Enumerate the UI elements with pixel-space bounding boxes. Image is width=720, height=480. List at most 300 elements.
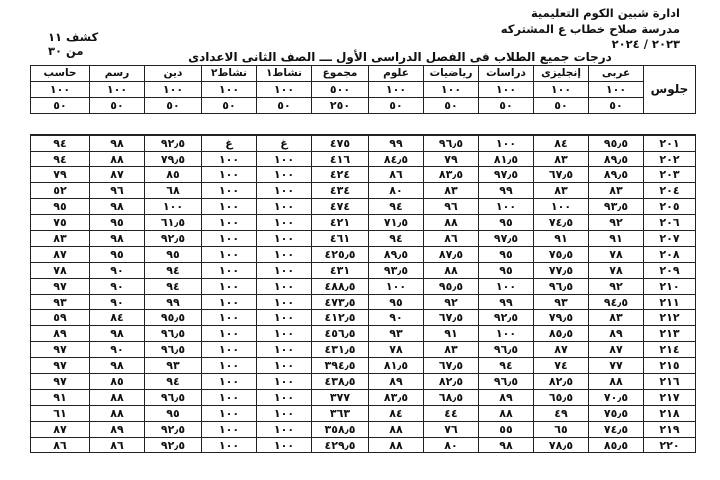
grade-cell: ١٠٠ [202,215,257,231]
grade-cell: ٩٧ [31,374,90,390]
grade-cell: ٦١٫٥ [145,215,202,231]
grade-cell: ٧٩ [424,151,479,167]
grade-cell: ١٠٠ [202,294,257,310]
seat-number-cell: ٢١٧ [644,389,696,405]
grade-cell: ٤٨٨٫٥ [312,278,369,294]
grade-cell: ١٠٠ [202,421,257,437]
table-row [31,215,696,231]
seat-number-cell: ٢١١ [644,294,696,310]
grade-cell: ٩٥ [31,199,90,215]
table-row [31,278,696,294]
grade-cell: ٧٩٫٥ [534,310,589,326]
grade-cell: ٣٧٧ [312,389,369,405]
grade-cell: ٦٨ [145,183,202,199]
grade-cell: ٤٧٥ [312,135,369,151]
grade-cell: ٨٣٫٥ [369,389,424,405]
grade-cell: ٨٨ [589,374,644,390]
seat-number-cell: ٢١٥ [644,358,696,374]
header-row-min [31,97,696,113]
grade-cell: ٩٦٫٥ [479,342,534,358]
grade-cell: ٤٢١ [312,215,369,231]
grade-cell: ٩٢ [589,215,644,231]
seat-number-cell: ٢٠٤ [644,183,696,199]
grade-cell: ٨٢٫٥ [534,374,589,390]
grade-cell: ٣٥٨٫٥ [312,421,369,437]
column-header: نشاط٢ [202,66,257,82]
table-row [31,199,696,215]
header-row-subjects [31,66,696,82]
grade-cell: ٩٣ [534,294,589,310]
grade-cell: ٦٨٫٥ [424,389,479,405]
column-header: نشاط١ [257,66,312,82]
grade-cell: ٩٤ [479,358,534,374]
seat-number-cell: ٢٠٦ [644,215,696,231]
grade-cell: ٤٤ [424,405,479,421]
grade-cell: ٩٢٫٥ [479,310,534,326]
grade-cell: ٨٩ [479,389,534,405]
grade-cell: ٦٧٫٥ [424,358,479,374]
max-score-cell: ١٠٠ [202,81,257,97]
min-score-cell: ٥٠ [31,97,90,113]
max-score-cell: ١٠٠ [145,81,202,97]
separator-row [31,113,696,135]
grade-cell: ٧٥٫٥ [534,246,589,262]
grade-cell: ٨٧ [31,246,90,262]
grade-cell: ٩٦٫٥ [145,389,202,405]
table-row [31,183,696,199]
grade-cell: ٩٢٫٥ [145,437,202,453]
grade-cell: ٩٦٫٥ [534,278,589,294]
grade-cell: ١٠٠ [479,326,534,342]
min-score-cell: ٥٠ [90,97,145,113]
grade-cell: ٩٠ [90,342,145,358]
column-header: دراسات [479,66,534,82]
grade-cell: ٩٩ [479,183,534,199]
seat-number-cell: ٢١٢ [644,310,696,326]
table-row [31,421,696,437]
grade-cell: ٥٥ [479,421,534,437]
grade-cell: ٨٦ [31,437,90,453]
seat-number-cell: ٢٠٥ [644,199,696,215]
grade-cell: ٧٩ [31,167,90,183]
grade-cell: ٨٧ [589,342,644,358]
grade-cell: ٥٢ [31,183,90,199]
grade-cell: ١٠٠ [202,262,257,278]
seat-number-cell: ٢٠٣ [644,167,696,183]
grade-cell: ٨٠ [424,437,479,453]
grade-cell: ٧٨ [589,246,644,262]
grade-cell: ٨٩ [589,326,644,342]
table-row [31,326,696,342]
grade-cell: ٩٢٫٥ [145,135,202,151]
header-row-max [31,81,696,97]
grade-cell: ٩٤ [369,199,424,215]
grade-cell: ٨٩ [31,326,90,342]
grade-cell: ١٠٠ [257,437,312,453]
grade-cell: ٩٩ [145,294,202,310]
grade-cell: ١٠٠ [257,405,312,421]
seat-number-cell: ٢٠٨ [644,246,696,262]
grade-cell: ١٠٠ [257,151,312,167]
grade-cell: ٨٨ [424,262,479,278]
table-row [31,358,696,374]
grade-cell: ٨٤ [90,310,145,326]
grade-cell: ٩٧ [31,342,90,358]
grade-cell: ٨٨ [369,421,424,437]
grade-cell: ٩٧ [31,358,90,374]
seat-number-cell: ٢١٣ [644,326,696,342]
grade-cell: ١٠٠ [257,215,312,231]
grade-cell: ٩٦ [424,199,479,215]
grade-cell: ٩٧٫٥ [479,231,534,247]
min-score-cell: ٢٥٠ [312,97,369,113]
grade-cell: ٩٣ [31,294,90,310]
seat-number-cell: ٢١٠ [644,278,696,294]
grade-cell: ٦٧٫٥ [424,310,479,326]
grade-cell: ١٠٠ [257,183,312,199]
grade-cell: ٩٥ [479,262,534,278]
grade-cell: ٩٥٫٥ [589,135,644,151]
grade-cell: ٤٣١ [312,262,369,278]
grade-cell: ١٠٠ [202,151,257,167]
grade-cell: ١٠٠ [202,246,257,262]
grade-cell: ١٠٠ [202,183,257,199]
grade-cell: ٩٥ [479,246,534,262]
grade-cell: ١٠٠ [257,294,312,310]
grade-cell: ٩٩ [369,135,424,151]
column-header: رسم [90,66,145,82]
max-score-cell: ١٠٠ [369,81,424,97]
grade-cell: ٩٥ [90,246,145,262]
grade-cell: ٨٥ [90,374,145,390]
grade-cell: ٤٥٦٫٥ [312,326,369,342]
grade-cell: ٨٦ [369,167,424,183]
table-row [31,135,696,151]
grade-cell: ٧٩٫٥ [145,151,202,167]
grade-cell: ٨٩ [369,374,424,390]
grade-cell: ٤٦١ [312,231,369,247]
grade-cell: ٤٣٤ [312,183,369,199]
grade-cell: ٨٣ [589,310,644,326]
grade-cell: ٧٨٫٥ [534,437,589,453]
grade-cell: ١٠٠ [202,278,257,294]
min-score-cell: ٥٠ [479,97,534,113]
table-row [31,389,696,405]
max-score-cell: ١٠٠ [31,81,90,97]
grade-cell: ٧٥٫٥ [589,405,644,421]
grade-cell: ٩٤ [145,262,202,278]
grade-cell: ١٠٠ [534,199,589,215]
max-score-cell: ١٠٠ [534,81,589,97]
grade-cell: ٤١٢٫٥ [312,310,369,326]
column-header: رياضيات [424,66,479,82]
grade-cell: ٤٢٤ [312,167,369,183]
grade-cell: ١٠٠ [257,421,312,437]
grade-cell: ٩٨ [90,231,145,247]
grade-cell: ١٠٠ [369,278,424,294]
grade-cell: ٨٢٫٥ [424,374,479,390]
grade-cell: ٩٥ [145,246,202,262]
max-score-cell: ١٠٠ [90,81,145,97]
grade-cell: ٨٩٫٥ [589,167,644,183]
grade-cell: غ [202,135,257,151]
column-header: حاسب [31,66,90,82]
grade-cell: ٩٤٫٥ [589,294,644,310]
table-row [31,374,696,390]
grade-cell: ٩٥ [479,215,534,231]
grade-cell: ٨٧ [534,342,589,358]
grade-cell: ١٠٠ [479,199,534,215]
grade-cell: ٩١ [31,389,90,405]
grade-cell: ٨٨ [90,151,145,167]
grade-cell: ٨٣ [424,342,479,358]
grade-cell: ١٠٠ [257,326,312,342]
min-score-cell: ٥٠ [145,97,202,113]
sheet-number: كشف ١١ [48,30,99,44]
grade-cell: ٨٧ [31,421,90,437]
grade-cell: ٩٦٫٥ [145,342,202,358]
grade-cell: ٤٣٨٫٥ [312,374,369,390]
seat-number-cell: ٢١٨ [644,405,696,421]
grade-cell: ٩١ [534,231,589,247]
column-header: عربى [589,66,644,82]
grade-cell: ٣٩٤٫٥ [312,358,369,374]
grade-cell: ١٠٠ [202,199,257,215]
max-score-cell: ١٠٠ [479,81,534,97]
table-row [31,405,696,421]
grade-cell: ٧٤٫٥ [534,215,589,231]
grade-cell: ٤٣١٫٥ [312,342,369,358]
grade-cell: ٨٩٫٥ [369,246,424,262]
table-row [31,151,696,167]
grade-cell: ٨٩٫٥ [589,151,644,167]
grade-cell: ٩٤ [31,135,90,151]
table-row [31,246,696,262]
grade-cell: ٩٨ [90,199,145,215]
grade-cell: ١٠٠ [257,358,312,374]
grade-cell: ٨٩ [90,421,145,437]
max-score-cell: ١٠٠ [424,81,479,97]
document-title: درجات جميع الطلاب فى الفصل الدراسى الأول ـــ الصف الثانى الاعدادى [188,50,612,64]
grade-cell: ٤٧٤ [312,199,369,215]
grade-cell: ٩٥٫٥ [424,278,479,294]
seat-number-cell: ٢٠١ [644,135,696,151]
grade-cell: ٩٢ [589,278,644,294]
grade-cell: ٩٦٫٥ [479,374,534,390]
grade-cell: ١٠٠ [257,342,312,358]
table-row [31,342,696,358]
grade-cell: ٨٦ [424,231,479,247]
min-score-cell: ٥٠ [534,97,589,113]
seat-number-cell: ٢١٦ [644,374,696,390]
grade-cell: ٨٦ [90,437,145,453]
max-score-cell: ١٠٠ [589,81,644,97]
grade-cell: ٦٧٫٥ [534,167,589,183]
grade-cell: ٧٤ [534,358,589,374]
separator-cell [31,113,696,135]
grade-cell: ٩٥ [145,405,202,421]
seat-number-cell: ٢٢٠ [644,437,696,453]
grade-cell: ٩٨ [479,437,534,453]
grade-cell: ٩١ [424,326,479,342]
grade-cell: ١٠٠ [202,167,257,183]
grade-cell: ٩٦٫٥ [424,135,479,151]
seat-number-header: جلوس [644,66,696,114]
grade-cell: ١٠٠ [202,342,257,358]
grade-cell: ٧٤٫٥ [589,421,644,437]
grade-cell: ١٠٠ [479,278,534,294]
grade-cell: ٧٠٫٥ [589,389,644,405]
grade-cell: ٤٢٩٫٥ [312,437,369,453]
min-score-cell: ٥٠ [257,97,312,113]
grade-cell: ٩١ [589,231,644,247]
grade-cell: ٧٨ [589,262,644,278]
grade-cell: ٩٤ [31,151,90,167]
grade-cell: ٨١٫٥ [479,151,534,167]
min-score-cell: ٥٠ [424,97,479,113]
min-score-cell: ٥٠ [202,97,257,113]
grade-cell: ١٠٠ [202,310,257,326]
grade-cell: ٩٨ [90,135,145,151]
max-score-cell: ٥٠٠ [312,81,369,97]
grade-cell: ٩٠ [90,278,145,294]
grade-cell: ١٠٠ [257,310,312,326]
grade-cell: ٩٦ [90,183,145,199]
grade-cell: ٧٥ [31,215,90,231]
sheet-total: من ٣٠ [48,44,84,58]
grade-cell: ٦٥٫٥ [534,389,589,405]
grade-cell: ٨٧ [90,167,145,183]
grade-cell: ١٠٠ [202,389,257,405]
grade-cell: ٩٢ [424,294,479,310]
grade-cell: ٩٩ [479,294,534,310]
grade-cell: ١٠٠ [202,326,257,342]
grade-cell: ٨٣ [589,183,644,199]
column-header: مجموع [312,66,369,82]
school-name: مدرسة صلاح خطاب ع المشتركه [500,22,680,36]
grade-cell: ٥٩ [31,310,90,326]
grade-cell: ٩٤ [369,231,424,247]
table-row [31,231,696,247]
min-score-cell: ٥٠ [589,97,644,113]
grade-cell: ٩٠ [90,294,145,310]
grade-cell: ٨٨ [424,215,479,231]
grade-cell: ١٠٠ [202,374,257,390]
grade-cell: ٨٣ [31,231,90,247]
grade-cell: ٩٢٫٥ [145,231,202,247]
grade-cell: ١٠٠ [257,389,312,405]
grade-cell: ١٠٠ [202,437,257,453]
grade-cell: ٩٥٫٥ [145,310,202,326]
academic-year: ٢٠٢٣ / ٢٠٢٤ [611,37,680,51]
grade-cell: ٩٥ [369,294,424,310]
grade-cell: ٩٣٫٥ [369,262,424,278]
column-header: إنجليزى [534,66,589,82]
min-score-cell: ٥٠ [369,97,424,113]
table-row [31,167,696,183]
grade-cell: ٤٧٣٫٥ [312,294,369,310]
grade-cell: ٦١ [31,405,90,421]
grade-cell: ٧٨ [31,262,90,278]
grade-cell: غ [257,135,312,151]
grade-cell: ٩٣ [369,326,424,342]
grade-cell: ١٠٠ [257,278,312,294]
table-row [31,310,696,326]
grade-cell: ٩٣٫٥ [589,199,644,215]
grade-cell: ٨٨ [90,405,145,421]
grade-cell: ٧٧ [589,358,644,374]
grade-cell: ٩٥ [90,215,145,231]
table-row [31,294,696,310]
grade-cell: ١٠٠ [202,405,257,421]
grade-cell: ١٠٠ [257,374,312,390]
grade-cell: ٩٨ [90,358,145,374]
grade-cell: ١٠٠ [257,262,312,278]
grade-cell: ٧١٫٥ [369,215,424,231]
table-row [31,262,696,278]
grade-cell: ١٠٠ [257,199,312,215]
grade-cell: ٦٥ [534,421,589,437]
grade-cell: ٩٧٫٥ [479,167,534,183]
grade-cell: ٧٨ [369,342,424,358]
grade-cell: ٩٤ [145,374,202,390]
grade-cell: ٨٥ [145,167,202,183]
grade-cell: ٩٠ [369,310,424,326]
max-score-cell: ١٠٠ [257,81,312,97]
grade-cell: ٤١٦ [312,151,369,167]
grade-cell: ٨٤ [369,405,424,421]
grade-cell: ١٠٠ [257,231,312,247]
grade-cell: ٨٨ [479,405,534,421]
grade-cell: ١٠٠ [257,246,312,262]
grade-cell: ٩٣ [145,358,202,374]
grade-cell: ٨٨ [90,389,145,405]
grade-cell: ٤٩ [534,405,589,421]
grade-cell: ٩٧ [31,278,90,294]
grade-cell: ٩٢٫٥ [145,421,202,437]
grade-cell: ٨١٫٥ [369,358,424,374]
grade-cell: ٤٢٥٫٥ [312,246,369,262]
grade-cell: ٨٨ [369,437,424,453]
grade-cell: ٧٦ [424,421,479,437]
seat-number-cell: ٢١٤ [644,342,696,358]
seat-number-cell: ٢٠٩ [644,262,696,278]
grade-cell: ٩٦٫٥ [145,326,202,342]
table-row [31,437,696,453]
grade-cell: ١٠٠ [202,231,257,247]
grade-cell: ١٠٠ [257,167,312,183]
directorate-name: ادارة شبين الكوم التعليمية [530,6,680,20]
grade-cell: ٧٧٫٥ [534,262,589,278]
grade-cell: ٩٨ [90,326,145,342]
grade-cell: ٨٤٫٥ [369,151,424,167]
grade-cell: ١٠٠ [202,358,257,374]
grade-cell: ٨٣٫٥ [424,167,479,183]
column-header: دين [145,66,202,82]
grade-cell: ٨٣ [534,183,589,199]
grade-cell: ٨٣ [424,183,479,199]
grades-table [30,65,696,453]
seat-number-cell: ٢١٩ [644,421,696,437]
column-header: علوم [369,66,424,82]
seat-number-cell: ٢٠٢ [644,151,696,167]
seat-number-cell: ٢٠٧ [644,231,696,247]
grade-cell: ٨٥٫٥ [589,437,644,453]
grade-cell: ٨٣ [534,151,589,167]
grade-cell: ٨٥٫٥ [534,326,589,342]
grade-cell: ١٠٠ [479,135,534,151]
grade-cell: ١٠٠ [145,199,202,215]
